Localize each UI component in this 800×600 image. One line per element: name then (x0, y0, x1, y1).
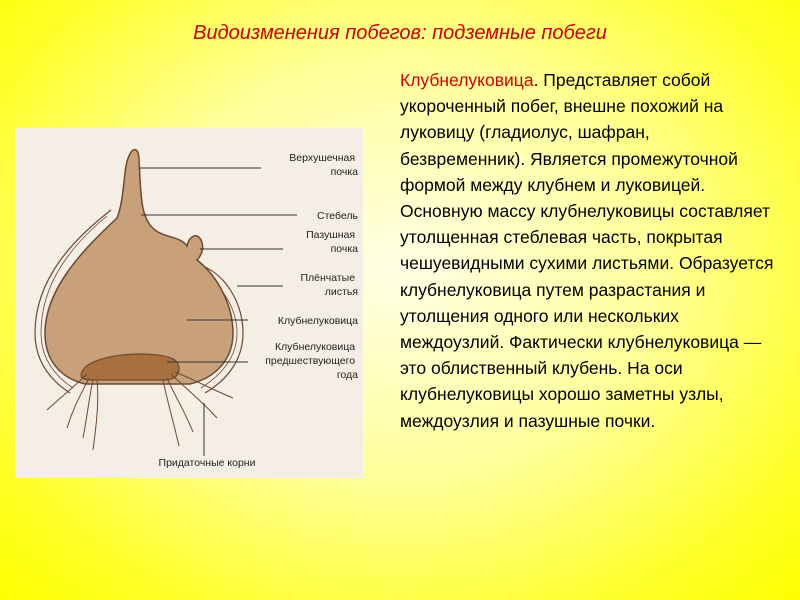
slide-title: Видоизменения побегов: подземные побеги (193, 22, 607, 44)
corm-illustration (15, 128, 363, 478)
description-body: . Представляет собой укороченный побег, внешне похожий на луковицу (гладиолус, шафран, безвременник). Является промежуточной формой между клубнем и луковицей. Основную массу клубнелуковицы составляет утолщенная стеблевая часть, покрытая чешуевидными сухими листьями. Образуется клубнелуковица путем разрастания и утолщения одного или нескольких междоузлий. Фактически клубнелуковица — это облиственный клубень. На оси клубнелуковицы хорошо заметны узлы, междоузлия и пазушные почки. (400, 70, 774, 431)
label-axillary-bud: Пазушная почка (306, 229, 358, 255)
label-previous-corm: Клубнелуковица предшествующего года (265, 341, 358, 381)
label-adventitious-roots: Придаточные корни (158, 457, 256, 469)
label-corm: Клубнелуковица (277, 315, 358, 327)
label-stem: Стебель (317, 210, 358, 222)
term-highlight: Клубнелуковица (400, 70, 534, 90)
label-apical-bud: Верхушечная почка (289, 152, 358, 178)
corm-body (45, 150, 233, 384)
label-membranous-leaves: Плёнчатые листья (300, 272, 358, 298)
corm-diagram (15, 128, 363, 478)
description-text (400, 67, 775, 434)
